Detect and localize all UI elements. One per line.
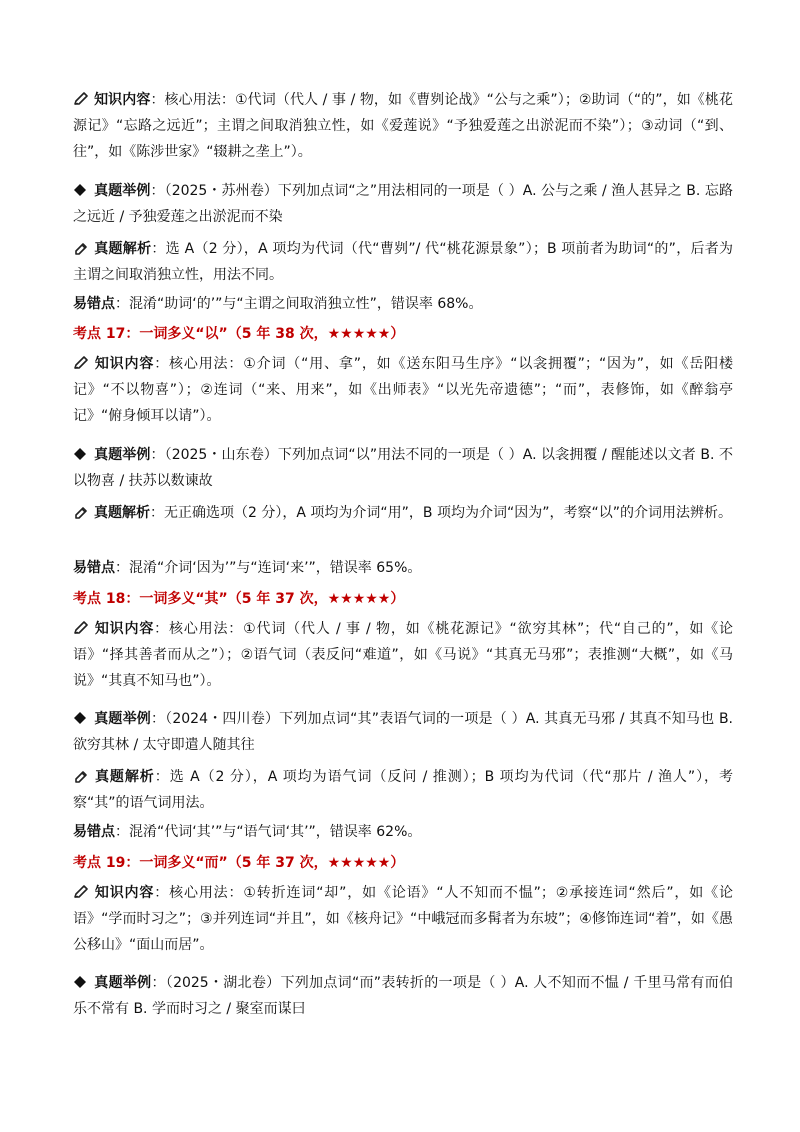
pencil-write-icon: [73, 505, 89, 519]
analysis-text: ：选 A（2 分），A 项均为代词（代“曹刿”/ 代“桃花源景象”）；B 项前者为助词“的”，后者为主谓之间取消独立性，用法不同。: [73, 241, 733, 283]
pencil-icon: [73, 356, 89, 370]
knowledge-label: 知识内容: [94, 92, 151, 108]
pitfall-label: 易错点: [73, 560, 115, 576]
example-text: ：（2024・四川卷）下列加点词“其”表语气词的一项是（ ）A. 其真无马邪 / 其真不知马也 B. 欲穷其林 / 太守即遣人随其往: [73, 711, 734, 753]
analysis-text: ：无正确选项（2 分），A 项均为介词“用”，B 项均为介词“因为”，考察“以”的介词用法辨析。: [150, 505, 732, 521]
example-label: 真题举例: [94, 975, 152, 991]
analysis-label: 真题解析: [94, 769, 155, 785]
pencil-icon: [73, 92, 89, 106]
diamond-icon: [73, 711, 89, 725]
knowledge-label: 知识内容: [94, 621, 155, 637]
diamond-icon: [73, 183, 89, 197]
pencil-write-icon: [73, 769, 89, 783]
pitfall-block: [73, 555, 733, 581]
pencil-icon: [73, 621, 89, 635]
knowledge-content-block: [73, 880, 733, 958]
pitfall-label: 易错点: [73, 296, 115, 312]
example-label: 真题举例: [94, 183, 151, 199]
exam-example-block: [73, 706, 733, 758]
analysis-text: ：选 A（2 分），A 项均为语气词（反问 / 推测）；B 项均为代词（代“那片 / 渔人”），考察“其”的语气词用法。: [73, 769, 733, 811]
section-heading: 考点 18：一词多义“其”（5 年 37 次，★★★★★）: [73, 591, 405, 607]
knowledge-text: ：核心用法：①介词（“用、拿”，如《送东阳马生序》“以衾拥覆”；“因为”，如《岳阳楼记》“不以物喜”）；②连词（“来、用来”，如《出师表》“以光先帝遗德”；“而”，表修饰，如《醉翁亭记》“俯身倾耳以请”）。: [73, 356, 733, 424]
analysis-label: 真题解析: [94, 241, 152, 257]
pitfall-text: ：混淆“助词‘的’”与“主谓之间取消独立性”，错误率 68%。: [115, 296, 483, 312]
diamond-icon: [73, 975, 89, 989]
pitfall-block: [73, 291, 733, 317]
pitfall-label: 易错点: [73, 824, 115, 840]
diamond-icon: [73, 447, 89, 461]
knowledge-text: ：核心用法：①代词（代人 / 事 / 物，如《桃花源记》“欲穷其林”；代“自己的”，如《论语》“择其善者而从之”）；②语气词（表反问“难道”，如《马说》“其真无马邪”；表推测“大概”，如《马说》“其真不知马也”）。: [73, 621, 734, 689]
knowledge-label: 知识内容: [94, 885, 155, 901]
knowledge-text: ：核心用法：①代词（代人 / 事 / 物，如《曹刿论战》“公与之乘”）；②助词（“的”，如《桃花源记》“忘路之远近”；主谓之间取消独立性，如《爱莲说》“予独爱莲之出淤泥而不染”）；③动词（“到、往”，如《陈涉世家》“辍耕之垄上”）。: [73, 92, 733, 160]
exam-example-block: [73, 178, 733, 230]
exam-analysis-block: [73, 236, 733, 288]
example-text: ：（2025・湖北卷）下列加点词“而”表转折的一项是（ ）A. 人不知而不愠 / 千里马常有而伯乐不常有 B. 学而时习之 / 聚室而谋曰: [73, 975, 734, 1017]
pencil-icon: [73, 885, 89, 899]
pitfall-text: ：混淆“代词‘其’”与“语气词‘其’”，错误率 62%。: [115, 824, 422, 840]
exam-analysis-block: [73, 764, 733, 816]
knowledge-text: ：核心用法：①转折连词“却”，如《论语》“人不知而不愠”；②承接连词“然后”，如《论语》“学而时习之”；③并列连词“并且”，如《核舟记》“中峨冠而多髯者为东坡”；④修饰连词“着”，如《愚公移山》“面山而居”。: [73, 885, 733, 953]
knowledge-content-block: [73, 616, 733, 694]
example-label: 真题举例: [94, 447, 151, 463]
knowledge-label: 知识内容: [94, 356, 155, 372]
exam-analysis-block: [73, 500, 733, 526]
pitfall-block: [73, 819, 733, 845]
section-heading: 考点 17：一词多义“以”（5 年 38 次，★★★★★）: [73, 326, 405, 342]
knowledge-content-block: [73, 351, 733, 429]
section-heading: 考点 19：一词多义“而”（5 年 37 次，★★★★★）: [73, 855, 405, 871]
pencil-write-icon: [73, 241, 89, 255]
knowledge-content-block: [73, 87, 733, 165]
example-text: ：（2025・苏州卷）下列加点词“之”用法相同的一项是（ ）A. 公与之乘 / 渔人甚异之 B. 忘路之远近 / 予独爱莲之出淤泥而不染: [73, 183, 734, 225]
pitfall-text: ：混淆“介词‘因为’”与“连词‘来’”，错误率 65%。: [115, 560, 422, 576]
analysis-label: 真题解析: [94, 505, 150, 521]
exam-example-block: [73, 970, 733, 1022]
example-label: 真题举例: [94, 711, 151, 727]
exam-example-block: [73, 442, 733, 494]
example-text: ：（2025・山东卷）下列加点词“以”用法不同的一项是（ ）A. 以衾拥覆 / 醒能述以文者 B. 不以物喜 / 扶苏以数谏故: [73, 447, 734, 489]
